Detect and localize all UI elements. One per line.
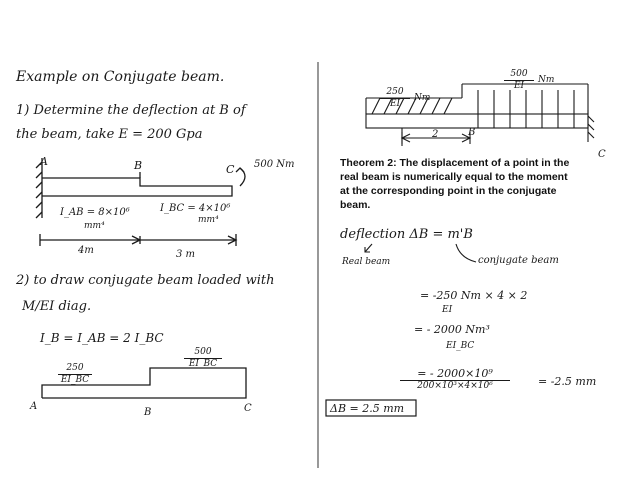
deflection-equation: deflection ΔB = m'B	[340, 227, 473, 242]
step2-line2: M/EI diag.	[22, 299, 92, 314]
right-diagram-dimension: 2	[432, 129, 439, 140]
right-diagram-unit-left: Nm	[414, 93, 431, 103]
page-title: Example on Conjugate beam.	[16, 69, 225, 85]
inertia-relation: I_B = I_AB = 2 I_BC	[40, 331, 164, 345]
length-bc: 3 m	[176, 249, 196, 260]
derivation-step2-denominator: EI_BC	[446, 341, 475, 351]
beam-label-c: C	[226, 163, 235, 176]
problem-statement-line2: the beam, take E = 200 Gpa	[16, 127, 203, 142]
right-diagram-value-left: 250 EI	[380, 88, 410, 109]
theorem-line: Theorem 2: The displacement of a point in the	[340, 157, 570, 169]
inertia-bc: I_BC = 4×10⁶	[160, 203, 231, 214]
diagram-label-b: B	[144, 407, 152, 418]
inertia-bc-unit: mm⁴	[198, 215, 219, 225]
problem-statement-line1: 1) Determine the deflection at B of	[16, 103, 246, 118]
step2-line1: 2) to draw conjugate beam loaded with	[16, 273, 275, 288]
applied-moment-label: 500 Nm	[254, 159, 295, 170]
derivation-step1-denominator: EI	[442, 305, 453, 315]
final-answer: ΔB = 2.5 mm	[330, 402, 405, 415]
inertia-ab: I_AB = 8×10⁶	[60, 207, 130, 218]
derivation-step2: = - 2000 Nm³	[414, 323, 490, 336]
inertia-ab-unit: mm⁴	[84, 221, 105, 231]
right-diagram-unit-right: Nm	[538, 75, 555, 85]
right-diagram-label-b: B	[468, 127, 476, 138]
right-diagram-label-c: C	[598, 149, 606, 160]
beam-label-b: B	[134, 159, 143, 172]
derivation-step3: = - 2000×10⁹ 200×10³×4×10⁶	[400, 368, 510, 391]
theorem-line: real beam is numerically equal to the moment	[340, 171, 568, 183]
derivation-step1: = -250 Nm × 4 × 2	[420, 289, 528, 302]
left-diagram-value-bc: 500 EI_BC	[184, 348, 222, 369]
theorem-line: at the corresponding point in the conjugate	[340, 185, 557, 197]
right-diagram-value-right: 500 EI	[504, 70, 534, 91]
theorem-line: beam.	[340, 199, 371, 211]
diagram-label-a: A	[30, 401, 38, 412]
left-diagram-value-ab: 250 EI_BC	[58, 364, 92, 385]
length-ab: 4m	[78, 245, 94, 256]
theorem-2-text	[340, 156, 570, 212]
derivation-result: = -2.5 mm	[538, 375, 597, 388]
beam-label-a: A	[40, 155, 48, 168]
real-beam-note: Real beam	[342, 257, 391, 267]
conjugate-beam-note: conjugate beam	[478, 255, 559, 266]
diagram-label-c: C	[244, 403, 252, 414]
